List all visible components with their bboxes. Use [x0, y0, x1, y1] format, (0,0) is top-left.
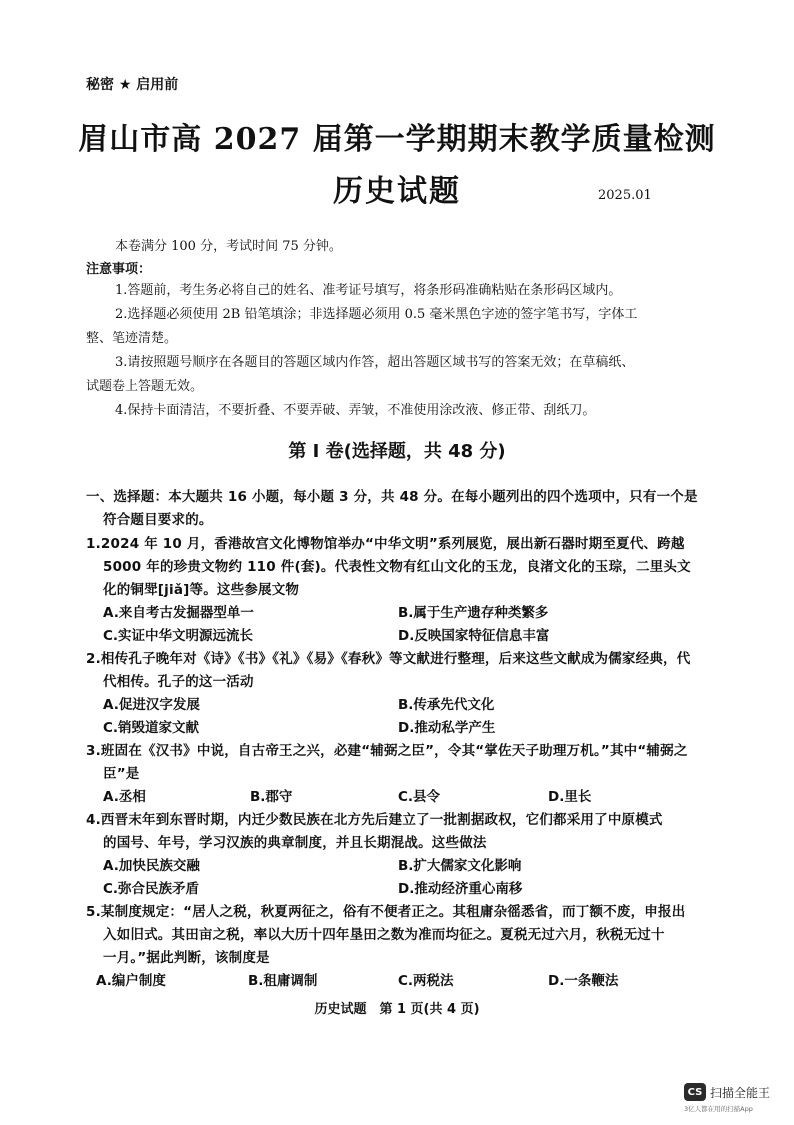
scanner-tagline: 3亿人都在用的扫描App — [684, 1105, 753, 1113]
question-3-option-d: D.里长 — [548, 789, 592, 805]
question-3-option-b: B.郡守 — [250, 789, 293, 805]
question-1-option-d: D.反映国家特征信息丰富 — [398, 628, 550, 644]
question-2-option-d: D.推动私学产生 — [398, 720, 496, 736]
note-line: 1.答题前，考生务必将自己的姓名、准考证号填写，将条形码准确粘贴在条形码区域内。 — [115, 283, 622, 298]
question-5-option-b: B.租庸调制 — [248, 973, 318, 989]
question-2-option-a: A.促进汉字发展 — [103, 697, 200, 713]
section-heading: 第 Ⅰ 卷(选择题，共 48 分) — [288, 441, 506, 462]
question-1-line: 5000 年的珍贵文物约 110 件(套)。代表性文物有红山文化的玉龙，良渚文化的玉琮，二里头文 — [103, 559, 691, 575]
question-1-line: 化的铜斝[jiǎ]等。这些参展文物 — [103, 582, 300, 598]
question-4-option-d: D.推动经济重心南移 — [398, 881, 523, 897]
question-5-line: 5.某制度规定：“居人之税，秋夏两征之，俗有不便者正之。其租庸杂徭悉省，而丁额不废，申报出 — [86, 904, 686, 920]
instruction-line: 一、选择题：本大题共 16 小题，每小题 3 分，共 48 分。在每小题列出的四个选项中，只有一个是 — [86, 489, 698, 505]
subject-title: 历史试题 — [333, 174, 461, 209]
note-line: 试题卷上答题无效。 — [86, 379, 204, 394]
question-1-option-b: B.属于生产遗存种类繁多 — [398, 605, 549, 621]
question-2-option-b: B.传承先代文化 — [398, 697, 495, 713]
camscanner-logo-icon: CS — [684, 1083, 706, 1101]
question-5-option-c: C.两税法 — [398, 973, 454, 989]
exam-intro: 本卷满分 100 分，考试时间 75 分钟。 — [115, 239, 342, 254]
question-3-option-a: A.丞相 — [103, 789, 146, 805]
note-line: 整、笔迹清楚。 — [86, 331, 178, 346]
page-footer: 历史试题 第 1 页(共 4 页) — [314, 1002, 480, 1017]
note-line: 3.请按照题号顺序在各题目的答题区域内作答，超出答题区域书写的答案无效；在草稿纸、 — [115, 355, 635, 370]
question-5-option-a: A.编户制度 — [96, 973, 166, 989]
scanner-app-name: 扫描全能王 — [710, 1085, 771, 1100]
question-5-option-d: D.一条鞭法 — [548, 973, 619, 989]
secret-label: 秘密 ★ 启用前 — [86, 77, 179, 93]
question-4-option-c: C.弥合民族矛盾 — [103, 881, 200, 897]
exam-date: 2025.01 — [598, 188, 652, 203]
exam-title: 眉山市高 2027 届第一学期期末教学质量检测 — [78, 122, 716, 157]
question-3-option-c: C.县令 — [398, 789, 441, 805]
question-4-line: 4.西晋末年到东晋时期，内迁少数民族在北方先后建立了一批割据政权，它们都采用了中原模式 — [86, 812, 663, 828]
question-1-line: 1.2024 年 10 月，香港故宫文化博物馆举办“中华文明”系列展览，展出新石器时期至夏代、跨越 — [86, 536, 685, 552]
notes-heading: 注意事项： — [86, 262, 152, 277]
question-3-line: 3.班固在《汉书》中说，自古帝王之兴，必建“辅弼之臣”，令其“掌佐天子助理万机。”其中“辅弼之 — [86, 743, 688, 759]
scanner-watermark — [684, 1083, 770, 1101]
question-4-option-b: B.扩大儒家文化影响 — [398, 858, 522, 874]
question-4-option-a: A.加快民族交融 — [103, 858, 200, 874]
note-line: 4.保持卡面清洁，不要折叠、不要弄破、弄皱，不准使用涂改液、修正带、刮纸刀。 — [115, 403, 596, 418]
instruction-line: 符合题目要求的。 — [103, 512, 213, 528]
question-1-option-a: A.来自考古发掘器型单一 — [103, 605, 254, 621]
note-line: 2.选择题必须使用 2B 铅笔填涂；非选择题必须用 0.5 毫米黑色字迹的签字笔书写，字体工 — [115, 307, 638, 322]
question-5-line: 入如旧式。其田亩之税，率以大历十四年垦田之数为准而均征之。夏税无过六月，秋税无过十 — [103, 927, 665, 943]
question-1-option-c: C.实证中华文明源远流长 — [103, 628, 254, 644]
question-2-line: 2.相传孔子晚年对《诗》《书》《礼》《易》《春秋》等文献进行整理，后来这些文献成为儒家经典，代 — [86, 651, 691, 667]
question-2-option-c: C.销毁道家文献 — [103, 720, 200, 736]
question-4-line: 的国号、年号，学习汉族的典章制度，并且长期混战。这些做法 — [103, 835, 487, 851]
question-5-line: 一月。”据此判断，该制度是 — [103, 950, 270, 966]
question-2-line: 代相传。孔子的这一活动 — [103, 674, 254, 690]
question-3-line: 臣”是 — [103, 766, 140, 782]
